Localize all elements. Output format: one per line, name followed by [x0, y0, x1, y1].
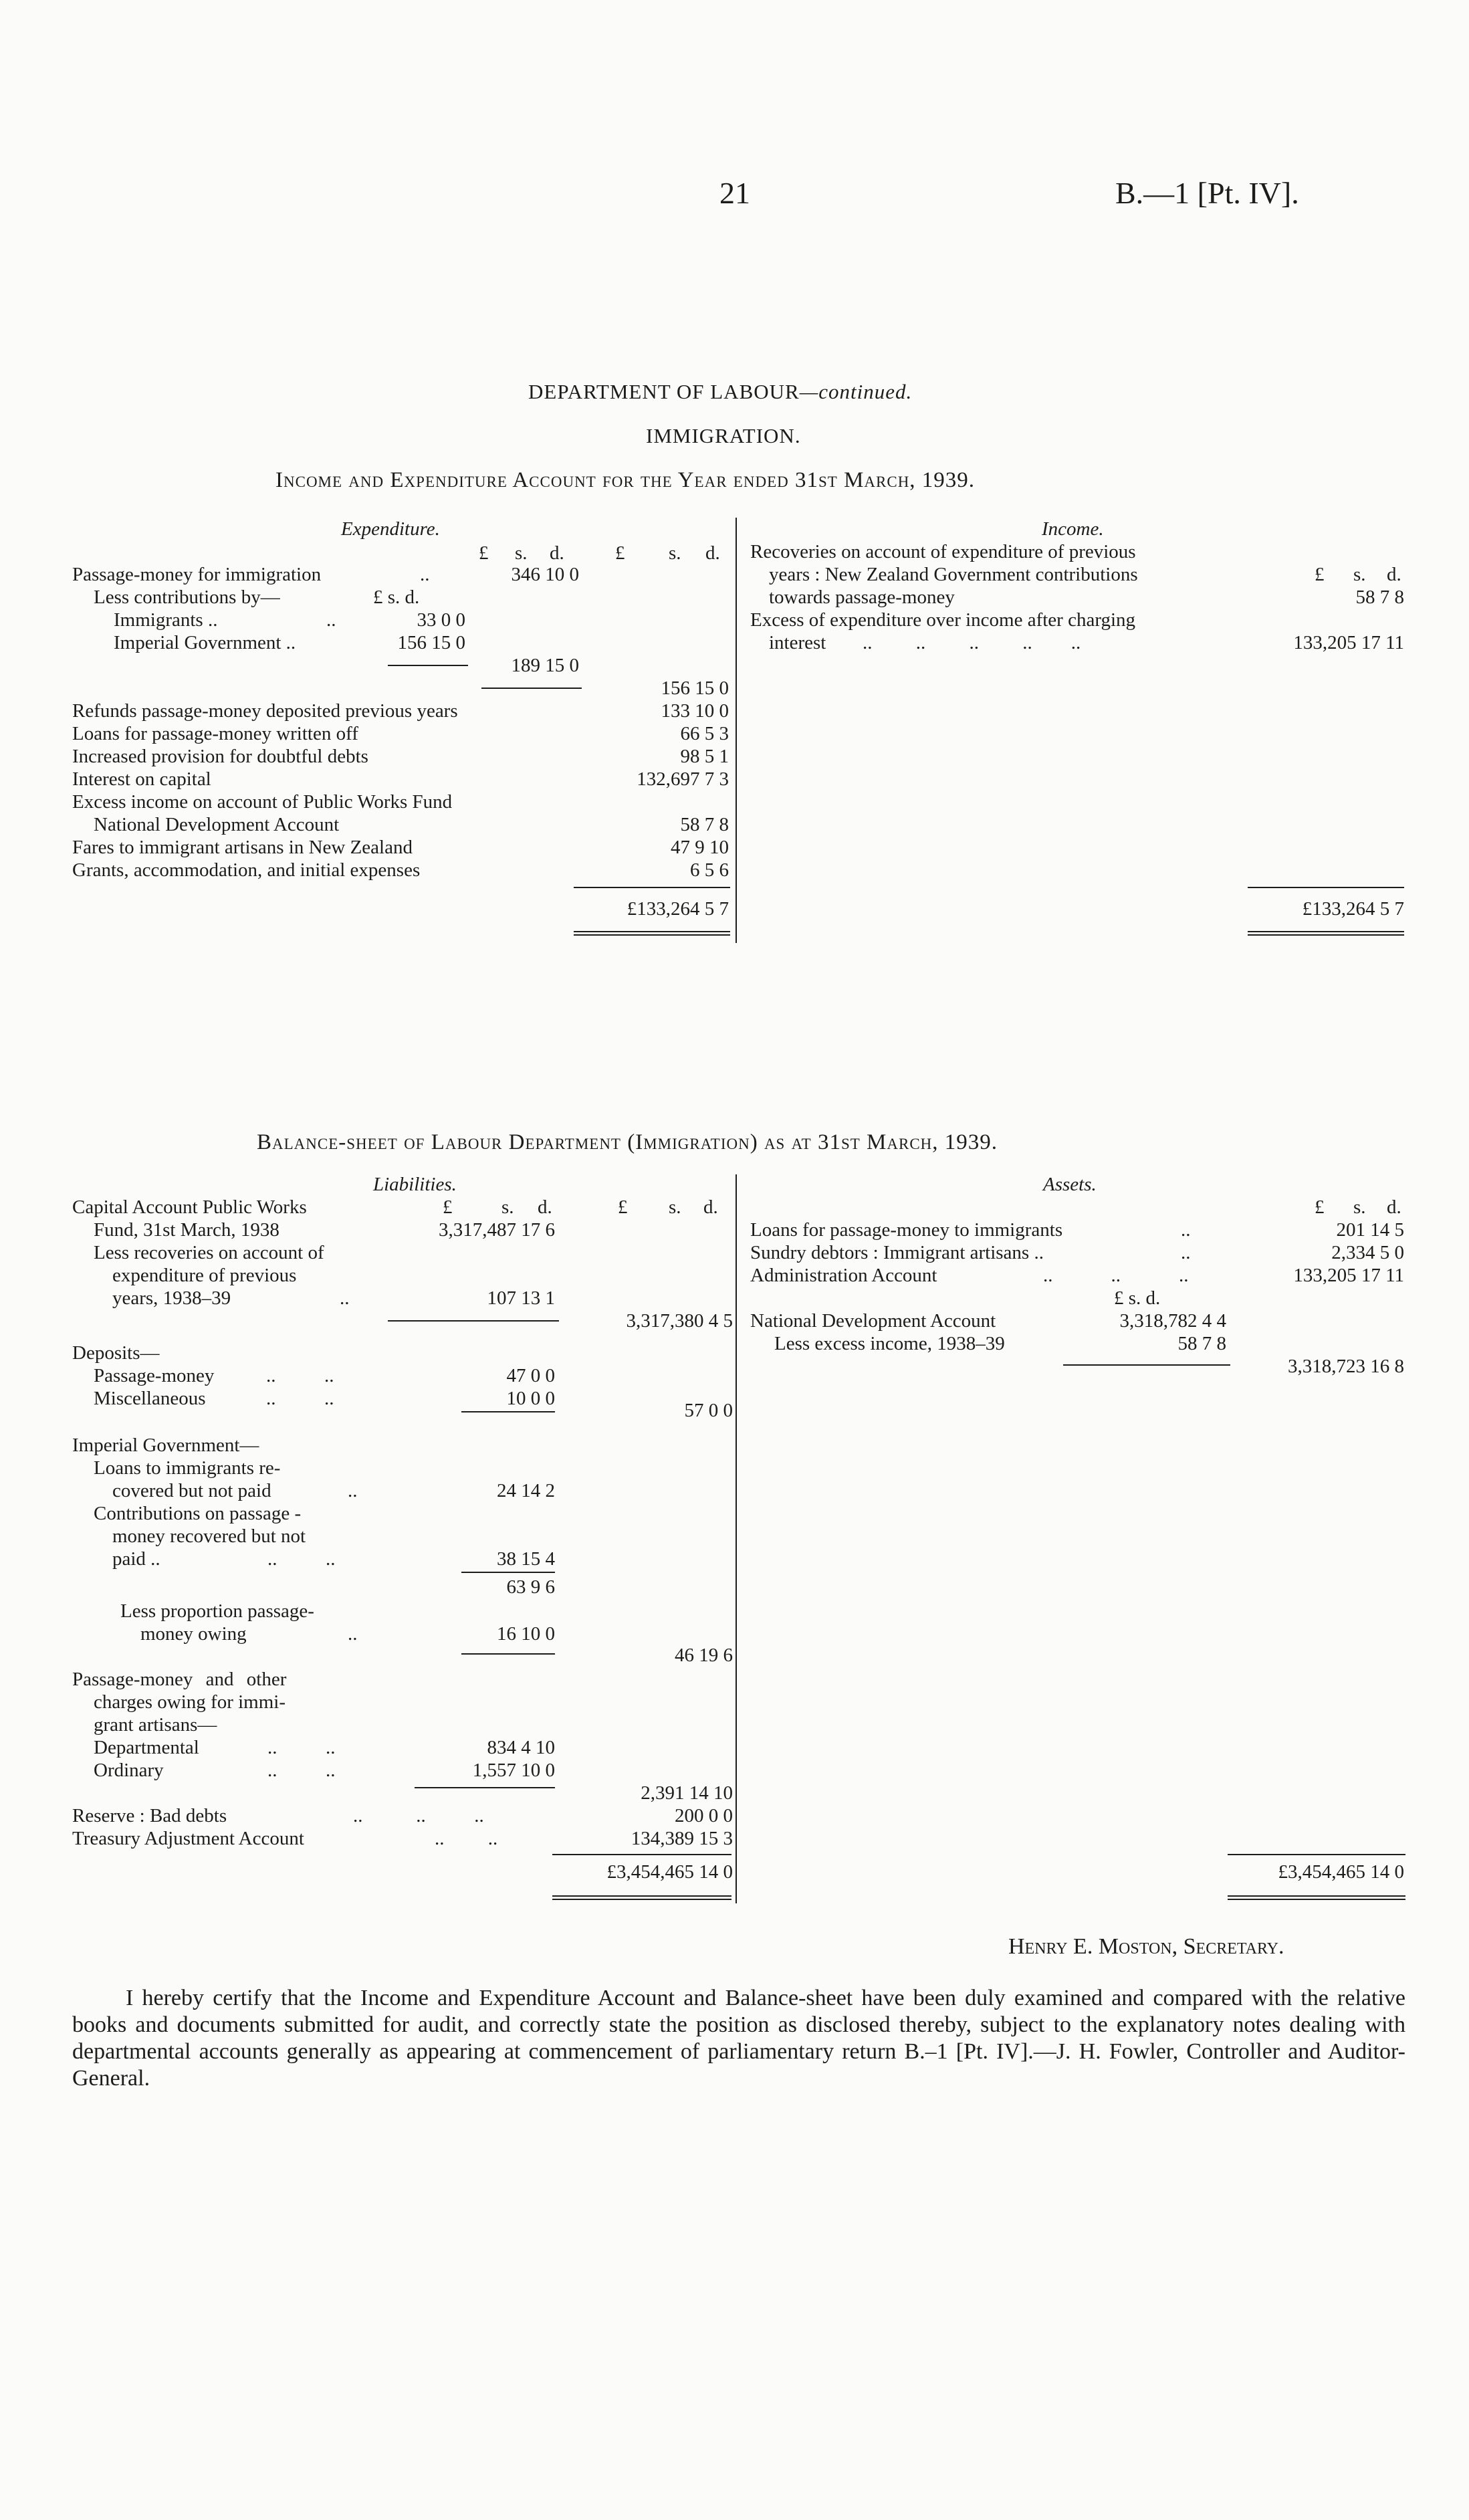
sundry-debtors-label: Sundry debtors : Immigrant artisans ..: [750, 1242, 1044, 1263]
currency-pound: £: [479, 542, 489, 564]
assets-total: £3,454,465 14 0: [1278, 1861, 1404, 1883]
currency-pence: d.: [703, 1196, 718, 1218]
sundry-debtors-amount: 2,334 5 0: [1331, 1242, 1404, 1263]
imperial-subtotal: 63 9 6: [506, 1576, 555, 1598]
national-development-amount: 3,318,782 4 4: [1119, 1310, 1226, 1332]
capital-account-label-line-1: Capital Account Public Works: [72, 1196, 307, 1218]
currency-pence: d.: [1387, 564, 1401, 585]
national-development-amount: 58 7 8: [680, 814, 729, 835]
double-rule: [1228, 1895, 1405, 1900]
currency-pence: d.: [1387, 1196, 1401, 1218]
departmental-label: Departmental: [94, 1737, 199, 1758]
currency-pence: d.: [538, 1196, 552, 1218]
double-rule: [574, 931, 730, 936]
liabilities-heading: Liabilities.: [373, 1174, 457, 1195]
immigrants-amount: 33 0 0: [417, 609, 465, 631]
section-title: IMMIGRATION.: [646, 424, 801, 447]
income-total: £133,264 5 7: [1302, 898, 1404, 920]
leader-dots: .. ..: [266, 1388, 334, 1409]
total-rule: [1248, 887, 1404, 888]
doubtful-debts-label: Increased provision for doubtful debts: [72, 746, 368, 767]
balance-sheet-title: Balance-sheet of Labour Department (Immigration) as at 31st March, 1939.: [257, 1130, 998, 1154]
reserve-label: Reserve : Bad debts: [72, 1805, 227, 1826]
recoveries-amount: 58 7 8: [1355, 587, 1404, 608]
interest-amount: 132,697 7 3: [637, 768, 729, 790]
capital-account-amount: 3,317,487 17 6: [439, 1219, 555, 1241]
currency-shilling: s.: [1353, 564, 1366, 585]
less-excess-label: Less excess income, 1938–39: [774, 1333, 1005, 1354]
recoveries-label-line-2: expenditure of previous: [112, 1265, 297, 1286]
leader-dots: ..: [1181, 1242, 1191, 1263]
loans-written-off-amount: 66 5 3: [680, 723, 729, 744]
currency-pound: £: [1315, 1196, 1325, 1218]
audit-certificate: [72, 1985, 1405, 2092]
capital-account-label-line-2: Fund, 31st March, 1938: [94, 1219, 279, 1241]
subtotal-rule: [415, 1787, 555, 1788]
recoveries-label-line-2: years : New Zealand Government contributions: [769, 564, 1138, 585]
leader-dots: ..: [340, 1287, 350, 1309]
recoveries-amount: 107 13 1: [487, 1287, 555, 1309]
page-reference: B.—1 [Pt. IV].: [1115, 176, 1299, 210]
subtotal-rule: [461, 1572, 555, 1573]
national-development-net: 3,318,723 16 8: [1288, 1356, 1404, 1377]
double-rule: [552, 1895, 731, 1900]
page-number: 21: [719, 176, 750, 210]
treasury-label: Treasury Adjustment Account: [72, 1828, 304, 1849]
less-proportion-label-line-2: money owing: [140, 1623, 247, 1645]
expenditure-total: £133,264 5 7: [627, 898, 729, 920]
deposits-passage-amount: 47 0 0: [506, 1365, 555, 1386]
subtotal-rule: [1063, 1364, 1230, 1366]
total-rule: [574, 887, 730, 888]
income-heading: Income.: [1042, 518, 1104, 540]
passage-owing-total: 2,391 14 10: [641, 1782, 733, 1804]
sub-currency-headers: £ s. d.: [1114, 1287, 1161, 1309]
loans-asset-label: Loans for passage-money to immigrants: [750, 1219, 1063, 1241]
currency-shilling: s.: [1353, 1196, 1366, 1218]
leader-dots: .. ..: [435, 1828, 498, 1849]
refunds-amount: 133 10 0: [661, 700, 729, 722]
contributions-amount: 38 15 4: [497, 1548, 555, 1570]
contributions-label-line-2: money recovered but not: [112, 1526, 306, 1547]
expenditure-heading: Expenditure.: [341, 518, 440, 540]
currency-pence: d.: [550, 542, 564, 564]
reserve-amount: 200 0 0: [675, 1805, 733, 1826]
less-contributions-label: Less contributions by—: [94, 587, 280, 608]
loans-label-line-2: covered but not paid: [112, 1480, 271, 1501]
departmental-amount: 834 4 10: [487, 1737, 555, 1758]
column-divider: [736, 1174, 737, 1903]
subtotal-rule: [388, 1320, 559, 1322]
loans-asset-amount: 201 14 5: [1336, 1219, 1404, 1241]
subtotal-rule: [481, 688, 582, 689]
contributions-total: 189 15 0: [511, 655, 579, 676]
deposits-total: 57 0 0: [684, 1400, 733, 1421]
currency-shilling: s.: [669, 542, 681, 564]
leader-dots: .. ..: [266, 1365, 334, 1386]
leader-dots: .. .. ..: [353, 1805, 484, 1826]
leader-dots: ..: [420, 564, 430, 585]
liabilities-total: £3,454,465 14 0: [606, 1861, 733, 1883]
imperial-government-amount: 156 15 0: [397, 632, 465, 653]
leader-dots: .. .. ..: [1043, 1265, 1189, 1286]
deposits-misc-label: Miscellaneous: [94, 1388, 206, 1409]
leader-dots: .. ..: [267, 1737, 336, 1758]
imperial-net: 46 19 6: [675, 1645, 733, 1666]
excess-expenditure-label-line-1: Excess of expenditure over income after charging: [750, 609, 1136, 631]
currency-shilling: s.: [515, 542, 528, 564]
grants-label: Grants, accommodation, and initial expenses: [72, 859, 421, 881]
recoveries-label-line-3: towards passage-money: [769, 587, 955, 608]
excess-expenditure-label-line-2: interest: [769, 632, 826, 653]
double-rule: [1248, 931, 1404, 936]
currency-pound: £: [615, 542, 625, 564]
currency-shilling: s.: [501, 1196, 514, 1218]
refunds-label: Refunds passage-money deposited previous years: [72, 700, 458, 722]
national-development-label: National Development Account: [94, 814, 340, 835]
leader-dots: .. ..: [267, 1548, 336, 1570]
grants-amount: 6 5 6: [690, 859, 729, 881]
net-passage-money: 156 15 0: [661, 677, 729, 699]
currency-pound: £: [1315, 564, 1325, 585]
total-rule: [1228, 1854, 1405, 1855]
leader-dots: ..: [348, 1623, 358, 1645]
passage-money-label: Passage-money for immigration: [72, 564, 322, 585]
currency-pound: £: [443, 1196, 453, 1218]
administration-amount: 133,205 17 11: [1293, 1265, 1404, 1286]
department-title: DEPARTMENT OF LABOUR—continued.: [528, 380, 913, 403]
less-excess-amount: 58 7 8: [1177, 1333, 1226, 1354]
subtotal-rule: [461, 1411, 555, 1412]
doubtful-debts-amount: 98 5 1: [680, 746, 729, 767]
passage-money-amount: 346 10 0: [511, 564, 579, 585]
capital-account-net: 3,317,380 4 5: [626, 1310, 733, 1332]
treasury-amount: 134,389 15 3: [631, 1828, 733, 1849]
passage-owing-label-line-1: Passage-money and other: [72, 1669, 287, 1690]
contributions-label-line-1: Contributions on passage -: [94, 1503, 302, 1524]
leader-dots: ..: [326, 609, 336, 631]
deposits-misc-amount: 10 0 0: [506, 1388, 555, 1409]
leader-dots: ..: [1181, 1219, 1191, 1241]
ordinary-label: Ordinary: [94, 1760, 164, 1781]
contributions-label-line-3: paid ..: [112, 1548, 160, 1570]
deposits-label: Deposits—: [72, 1342, 160, 1364]
excess-expenditure-amount: 133,205 17 11: [1293, 632, 1404, 653]
currency-pound: £: [618, 1196, 628, 1218]
excess-income-label: Excess income on account of Public Works Fund: [72, 791, 453, 813]
assets-heading: Assets.: [1043, 1174, 1097, 1195]
interest-label: Interest on capital: [72, 768, 211, 790]
leader-dots: .. .. .. .. ..: [863, 632, 1081, 653]
leader-dots: .. ..: [267, 1760, 336, 1781]
currency-pence: d.: [705, 542, 720, 564]
certificate-text: I hereby certify that the Income and Expenditure Account and Balance-sheet have been duly examined and compared with the relative books and documents submitted for audit, and correctly state the position as disclosed thereby, subject to the explanatory notes dealing with departmental accounts generally as appearing at commencement of parliamentary return B.–1 [Pt. IV].—J. H. Fowler, Controller and Auditor-General.: [72, 1986, 1405, 2091]
subtotal-rule: [461, 1653, 555, 1655]
sub-currency-headers: £ s. d.: [373, 587, 420, 608]
column-divider: [736, 518, 737, 943]
fares-amount: 47 9 10: [671, 837, 729, 858]
recoveries-label-line-1: Less recoveries on account of: [94, 1242, 324, 1263]
immigrants-label: Immigrants ..: [114, 609, 218, 631]
income-account-title: Income and Expenditure Account for the Year ended 31st March, 1939.: [275, 468, 976, 492]
signature: Henry E. Moston, Secretary.: [1008, 1934, 1284, 1959]
administration-label: Administration Account: [750, 1265, 937, 1286]
total-rule: [552, 1854, 731, 1855]
ordinary-amount: 1,557 10 0: [472, 1760, 555, 1781]
leader-dots: ..: [348, 1480, 358, 1501]
loans-label-line-1: Loans to immigrants re-: [94, 1457, 281, 1479]
less-proportion-label-line-1: Less proportion passage-: [120, 1600, 314, 1622]
imperial-government-label: Imperial Government ..: [114, 632, 296, 653]
less-proportion-amount: 16 10 0: [497, 1623, 555, 1645]
fares-label: Fares to immigrant artisans in New Zealand: [72, 837, 413, 858]
loans-written-off-label: Loans for passage-money written off: [72, 723, 358, 744]
national-development-label: National Development Account: [750, 1310, 996, 1332]
imperial-government-label: Imperial Government—: [72, 1435, 259, 1456]
recoveries-label-line-1: Recoveries on account of expenditure of previous: [750, 541, 1136, 562]
currency-shilling: s.: [669, 1196, 681, 1218]
passage-owing-label-line-2: charges owing for immi-: [94, 1691, 286, 1713]
deposits-passage-label: Passage-money: [94, 1365, 215, 1386]
passage-owing-label-line-3: grant artisans—: [94, 1714, 217, 1736]
recoveries-label-line-3: years, 1938–39: [112, 1287, 231, 1309]
loans-amount: 24 14 2: [497, 1480, 555, 1501]
